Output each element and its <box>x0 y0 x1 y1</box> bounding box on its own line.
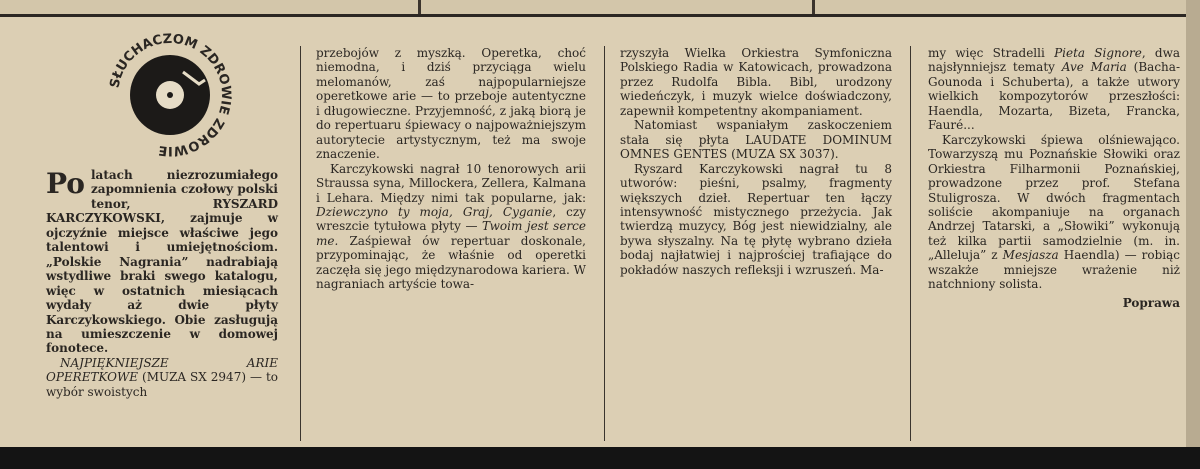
paragraph-text: (MUZA SX 2947) — to wybór swoistych <box>46 370 278 399</box>
paragraph: Ryszard Karczykowski nagrał tu 8 utworów: pieśni, psalmy, fragmenty większych dzieł. Repertuar ten łączy intensywność mistycznego przeżycia. Jak twierdzą muzycy, Bóg jest niewidzialny, ale bywa słyszalny. Na tę płytę wybrano dzieła bodaj najłatwiej i najprościej trafiające do pokładów naszych refleksji i wzruszeń. Ma- <box>620 161 892 277</box>
paragraph-text: Zaśpiewał ów repertuar doskonale, przypominając, że właśnie od operetki zaczęła się jego międzynarodowa kariera. W nagraniach artyście towa- <box>316 233 586 292</box>
column-divider <box>300 46 301 441</box>
song-titles: Dziewczyno ty moja, Graj, Cyganie <box>316 204 553 219</box>
work-title: Mesjasza <box>1002 248 1059 263</box>
author-signature: Poprawa <box>1122 295 1180 310</box>
column-2 <box>316 46 586 292</box>
column-1 <box>46 168 278 399</box>
top-rule <box>0 14 1186 17</box>
work-title: Pieta Signore <box>1054 46 1142 60</box>
bottom-band <box>0 447 1200 469</box>
album-title: NAJPIĘKNIEJSZE ARIE OPERETKOWE <box>46 355 278 385</box>
column-4 <box>928 46 1180 310</box>
record-logo <box>95 20 245 170</box>
paragraph-text: , dwa najsłynniejsz tematy <box>928 46 1180 75</box>
column-3 <box>620 46 892 277</box>
paragraph-text: my więc Stradelli <box>928 46 1055 60</box>
column-tick <box>812 0 815 14</box>
lead-text: latach niezrozumiałego zapomnienia czołowy polski tenor, RYSZARD KARCZYKOWSKI, zajmuje w ojczyźnie miejsce właściwe jego talentowi i umiejętnościom. „Polskie Nagrania” nadrabiają wstydliwe braki swego katalogu, więc w ostatnich miesiącach wydały aż dwie płyty Karczykowskiego. Obie zasługują na umieszczenie w domowej fonotece. <box>46 168 278 356</box>
paragraph: rzyszyła Wielka Orkiestra Symfoniczna Polskiego Radia w Katowicach, prowadzona przez Rudolfa Bibla. Bibl, urodzony wiedeńczyk, i muzyk wielce doświadczony, zapewnił kompetentny akompaniament. <box>620 46 892 118</box>
page-edge <box>1186 0 1200 469</box>
lead-paragraph <box>46 168 278 356</box>
paragraph-text: Karczykowski nagrał 10 tenorowych arii Straussa syna, Millockera, Zellera, Kalmana i Lehara. Między nimi tak popularne, jak: <box>316 161 586 205</box>
paragraph <box>46 356 278 399</box>
drop-cap: Po <box>46 167 85 200</box>
record-hole <box>167 92 173 98</box>
column-divider <box>604 46 605 441</box>
song-title: Twoim jest serce me. <box>316 219 587 248</box>
paragraph-text: Karczykowski śpiewa olśniewająco. Towarzyszą mu Poznańskie Słowiki oraz Orkiestra Filharmonii Poznańskiej, prowadzone przez prof. Stefana Stuligrosza. W dwóch fragmentach soliście akompaniuje na organach Andrzej Tatarski, a „Słowiki” wykonują też kilka partii samodzielnie (m. in. „Alleluja” z <box>928 132 1180 263</box>
logo-text: SŁUCHACZOM ZDROWIE ZDROWIE <box>107 31 234 159</box>
paragraph <box>316 162 586 292</box>
paragraph: Natomiast wspaniałym zaskoczeniem stała się płyta LAUDATE DOMINUM OMNES GENTES (MUZA SX 3037). <box>620 118 892 162</box>
work-title: Ave Maria <box>1061 60 1127 75</box>
column-divider <box>910 46 911 441</box>
paragraph <box>928 133 1180 292</box>
paragraph-text: Haendla) — robiąc wszakże mniejsze wrażenie niż natchniony solista. <box>928 248 1181 292</box>
paragraph <box>928 46 1180 133</box>
paragraph-text: (Bacha-Gounoda i Schuberta), a także utwory wielkich kompozytorów przeszłości: Haendla, Mozarta, Bizeta, Francka, Fauré... <box>928 60 1180 133</box>
paragraph-text: , czy wreszcie tytułowa płyty — <box>316 204 587 234</box>
column-tick <box>418 0 421 14</box>
paragraph: przebojów z myszką. Operetka, choć niemodna, i dziś przyciąga wielu melomanów, zaś najpopularniejsze operetkowe arie — to przeboje autentyczne i długowieczne. Przyjemność, z jaką biorą je do repertuaru śpiewacy o najpoważniejszym autorytecie artystycznym, też ma swoje znaczenie. <box>316 46 586 162</box>
